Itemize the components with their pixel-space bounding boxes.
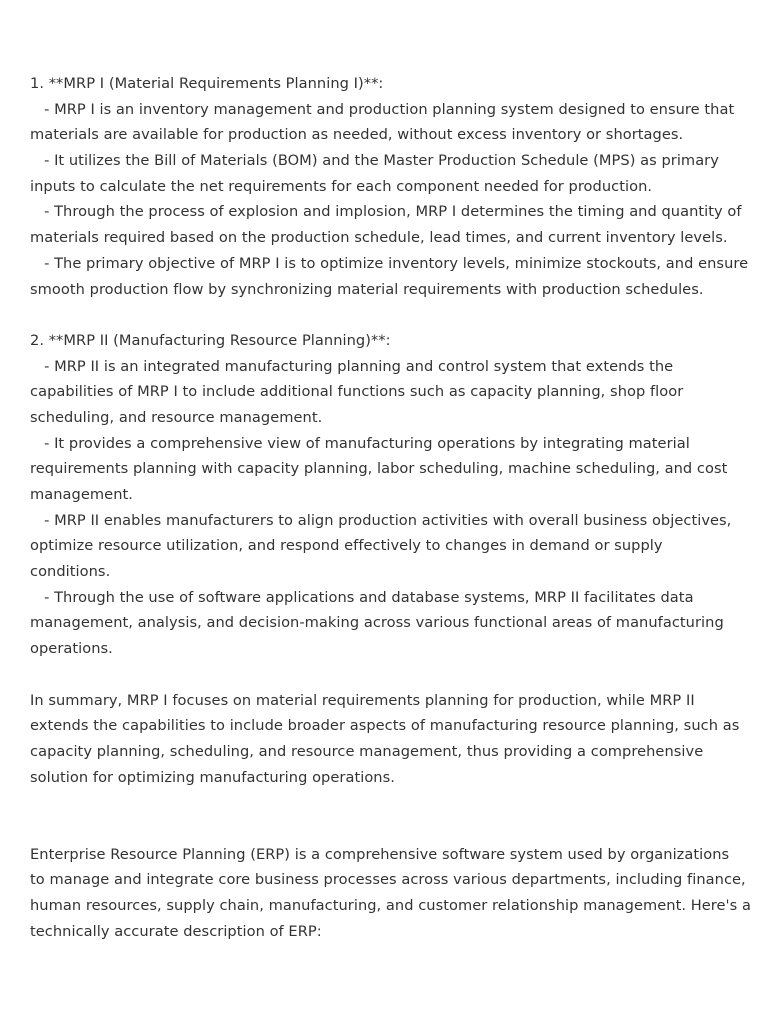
text-line: materials are available for production as needed, without excess inventory or shortages.: [30, 126, 684, 144]
paragraph-spacer: [30, 662, 746, 688]
erp-paragraph: [30, 842, 751, 945]
text-line: - MRP I is an inventory management and production planning system designed to ensure that: [30, 100, 735, 118]
text-line: conditions.: [30, 563, 111, 581]
text-line: - It utilizes the Bill of Materials (BOM) and the Master Production Schedule (MPS) as primary: [30, 152, 719, 170]
section-heading: 1. **MRP I (Material Requirements Planning I)**:: [30, 75, 384, 92]
text-line: capabilities of MRP I to include additional functions such as capacity planning, shop floor: [30, 383, 684, 401]
text-line: management.: [30, 486, 133, 503]
text-line: In summary, MRP I focuses on material requirements planning for production, while MRP II: [30, 691, 695, 709]
summary-paragraph: [30, 688, 746, 791]
text-line: materials required based on the production schedule, lead times, and current inventory levels.: [30, 229, 728, 247]
text-line: - The primary objective of MRP I is to optimize inventory levels, minimize stockouts, and ensure: [30, 254, 749, 272]
paragraph-spacer: [30, 790, 746, 841]
section-mrp-2: [30, 328, 746, 662]
text-line: solution for optimizing manufacturing operations.: [30, 768, 395, 786]
section-mrp-1: [30, 71, 749, 302]
text-line: optimize resource utilization, and respond effectively to changes in demand or supply: [30, 537, 663, 555]
section-heading: 2. **MRP II (Manufacturing Resource Planning)**:: [30, 331, 391, 349]
text-line: capacity planning, scheduling, and resource management, thus providing a comprehensive: [30, 742, 704, 760]
text-line: - It provides a comprehensive view of manufacturing operations by integrating material: [30, 434, 690, 452]
document-body: [30, 71, 751, 944]
text-line: - Through the use of software applications and database systems, MRP II facilitates data: [30, 588, 694, 606]
paragraph-spacer: [30, 302, 746, 328]
text-line: smooth production flow by synchronizing material requirements with production schedules.: [30, 280, 704, 298]
text-line: technically accurate description of ERP:: [30, 922, 322, 940]
text-line: management, analysis, and decision-making across various functional areas of manufacturing: [30, 614, 724, 632]
text-line: - MRP II enables manufacturers to align production activities with overall business objectives,: [30, 511, 732, 529]
text-line: - MRP II is an integrated manufacturing planning and control system that extends the: [30, 357, 674, 375]
text-line: operations.: [30, 640, 113, 658]
text-line: - Through the process of explosion and implosion, MRP I determines the timing and quantity of: [30, 203, 742, 221]
text-line: scheduling, and resource management.: [30, 408, 323, 426]
text-line: requirements planning with capacity planning, labor scheduling, machine scheduling, and cost: [30, 460, 728, 478]
text-line: extends the capabilities to include broader aspects of manufacturing resource planning, such as: [30, 717, 740, 735]
text-line: inputs to calculate the net requirements for each component needed for production.: [30, 177, 653, 195]
text-line: human resources, supply chain, manufacturing, and customer relationship management. Here's a: [30, 897, 751, 915]
text-line: to manage and integrate core business processes across various departments, including finance,: [30, 871, 746, 889]
text-line: Enterprise Resource Planning (ERP) is a comprehensive software system used by organizations: [30, 845, 730, 863]
